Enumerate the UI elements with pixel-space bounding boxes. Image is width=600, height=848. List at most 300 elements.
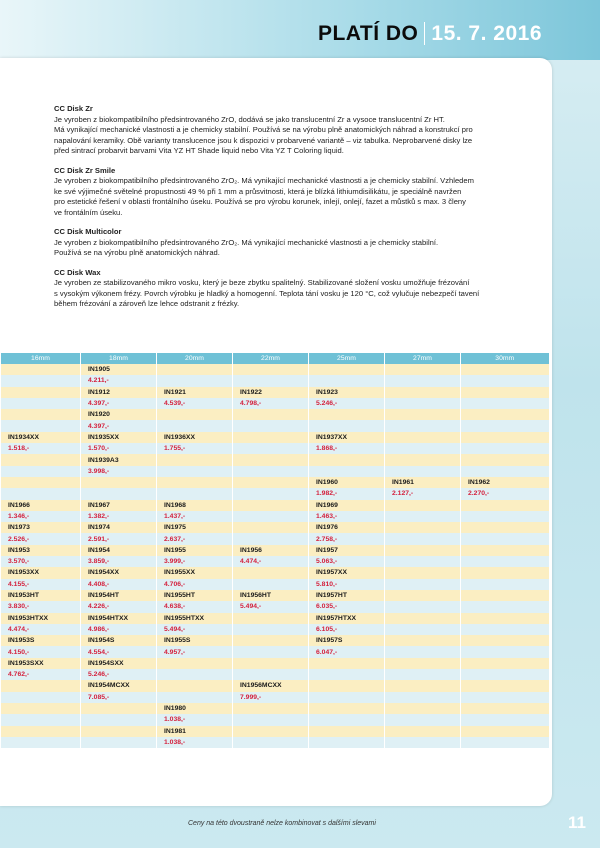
table-cell [461, 590, 549, 601]
table-cell [385, 488, 461, 499]
table-cell [309, 477, 385, 488]
table-cell [233, 522, 309, 533]
table-cell [309, 533, 385, 544]
product-code: IN1957XX [316, 569, 347, 577]
table-cell [81, 714, 157, 725]
product-price: 4.474,- [240, 558, 262, 566]
product-code: IN1962 [468, 479, 490, 487]
table-cell [81, 567, 157, 578]
table-cell [233, 579, 309, 590]
table-cell [157, 545, 233, 556]
table-cell [81, 703, 157, 714]
product-code: IN1956MCXX [240, 682, 282, 690]
product-price: 3.999,- [164, 558, 186, 566]
table-cell [461, 703, 549, 714]
section-line: Je vyroben z biokompatibilního předsintrovaného ZrO₂. Má vynikající mechanické vlastnosti a je chemicky stabilní. [54, 237, 439, 247]
table-cell [385, 477, 461, 488]
product-code: IN1966 [8, 501, 30, 509]
product-code-row [1, 703, 549, 714]
product-code: IN1953XX [8, 569, 39, 577]
column-header: 18mm [81, 353, 157, 364]
table-cell [1, 454, 81, 465]
product-price: 4.211,- [88, 377, 109, 385]
product-code: IN1912 [88, 388, 110, 396]
table-cell [1, 375, 81, 386]
product-code: IN1953SXX [8, 659, 44, 667]
table-cell [233, 545, 309, 556]
product-price-row [1, 624, 549, 635]
table-cell [385, 511, 461, 522]
product-code: IN1953 [8, 546, 30, 554]
section-line: Je vyroben z biokompatibilního předsintrovaného ZrO, dodává se jako translucentní Zr a vysoce translucentní Zr HT. [54, 114, 445, 124]
table-cell [233, 613, 309, 624]
product-price-row [1, 488, 549, 499]
section-line: Je vyroben z biokompatibilního předsintrovaného ZrO₂. Má vynikající mechanické vlastnosti a je chemicky stabilní. Vzhledem [54, 176, 474, 185]
table-cell [461, 601, 549, 612]
table-cell [461, 533, 549, 544]
column-header: 16mm [1, 353, 81, 364]
validity-banner [318, 22, 542, 46]
product-price: 1.518,- [8, 445, 30, 453]
table-cell [233, 669, 309, 680]
table-cell [157, 624, 233, 635]
product-price: 2.758,- [316, 535, 338, 543]
table-cell [1, 511, 81, 522]
table-cell [157, 477, 233, 488]
table-cell [309, 737, 385, 748]
table-cell [461, 398, 549, 409]
table-cell [309, 601, 385, 612]
table-cell [385, 726, 461, 737]
section-title: CC Disk Wax [54, 267, 101, 277]
table-cell [385, 567, 461, 578]
validity-date: 15. 7. 2016 [424, 22, 542, 45]
product-code-row [1, 613, 549, 624]
product-price: 7.085,- [88, 693, 110, 701]
table-cell [233, 420, 309, 431]
product-price-row [1, 737, 549, 748]
product-price: 1.982,- [316, 490, 338, 498]
product-code: IN1937XX [316, 433, 347, 441]
product-price: 1.755,- [164, 445, 186, 453]
product-code-row [1, 590, 549, 601]
table-cell [309, 409, 385, 420]
table-cell [309, 692, 385, 703]
table-cell [309, 613, 385, 624]
product-price: 4.762,- [8, 671, 30, 679]
table-cell [157, 387, 233, 398]
product-code-row [1, 454, 549, 465]
table-cell [81, 635, 157, 646]
product-price: 6.105,- [316, 625, 338, 633]
table-cell [233, 375, 309, 386]
table-cell [81, 466, 157, 477]
table-cell [81, 601, 157, 612]
table-cell [81, 590, 157, 601]
table-cell [461, 488, 549, 499]
table-cell [461, 613, 549, 624]
table-cell [81, 454, 157, 465]
product-code-row [1, 387, 549, 398]
table-cell [1, 522, 81, 533]
section-line: Používá se na výrobu plně anatomických náhrad. [54, 248, 220, 257]
column-header: 22mm [233, 353, 309, 364]
table-cell [157, 635, 233, 646]
table-cell [233, 635, 309, 646]
product-code: IN1905 [88, 366, 110, 374]
table-cell [309, 398, 385, 409]
table-cell [461, 432, 549, 443]
table-cell [1, 692, 81, 703]
table-cell [461, 726, 549, 737]
table-cell [385, 522, 461, 533]
table-cell [385, 375, 461, 386]
table-cell [1, 590, 81, 601]
product-price-row [1, 533, 549, 544]
table-cell [157, 443, 233, 454]
column-header: 30mm [461, 353, 549, 364]
section-line: Má vynikající mechanické vlastnosti a je chemicky stabilní. Používá se na výrobu plně anatomických náhrad a konstrukcí pro [54, 125, 473, 134]
table-cell [157, 375, 233, 386]
product-code-row [1, 432, 549, 443]
table-cell [385, 420, 461, 431]
table-cell [233, 680, 309, 691]
footer-note: Ceny na této dvoustraně nelze kombinovat s dalšími slevami [188, 820, 376, 827]
table-cell [461, 579, 549, 590]
table-cell [81, 669, 157, 680]
table-cell [157, 522, 233, 533]
product-price: 4.957,- [164, 648, 186, 656]
table-cell [461, 477, 549, 488]
product-price-row [1, 466, 549, 477]
table-cell [461, 680, 549, 691]
product-code: IN1954HT [88, 592, 119, 600]
product-code: IN1967 [88, 501, 110, 509]
table-cell [309, 556, 385, 567]
table-cell [1, 624, 81, 635]
section-line: Je vyroben ze stabilizovaného mikro vosku, který je beze zbytku spalitelný. Stabilizované složení vosku umožňuje frézování [54, 278, 470, 287]
product-code: IN1954S [88, 637, 115, 645]
table-cell [157, 409, 233, 420]
table-cell [233, 726, 309, 737]
table-cell [1, 466, 81, 477]
table-cell [309, 669, 385, 680]
table-cell [385, 500, 461, 511]
table-cell [233, 567, 309, 578]
table-cell [385, 680, 461, 691]
product-price-row [1, 443, 549, 454]
product-price: 4.397,- [88, 400, 110, 408]
product-price: 4.539,- [164, 400, 186, 408]
table-cell [157, 432, 233, 443]
section-line: napalování keramiky. Obě varianty translucence jsou k dispozici v probarvené variantě – viz tabulka. Neprobarvené disky lze [54, 135, 473, 145]
product-price: 1.382,- [88, 513, 110, 520]
product-code: IN1954HTXX [88, 614, 129, 622]
product-price: 3.998,- [88, 467, 110, 475]
table-cell [385, 669, 461, 680]
product-price: 1.570,- [88, 445, 110, 453]
product-price: 4.798,- [240, 400, 262, 408]
table-cell [461, 646, 549, 657]
table-cell [1, 533, 81, 544]
table-cell [81, 692, 157, 703]
table-cell [157, 556, 233, 567]
product-price-row [1, 692, 549, 703]
product-price: 4.155,- [8, 580, 30, 588]
product-price: 4.150,- [8, 648, 30, 656]
table-cell [309, 387, 385, 398]
table-cell [81, 432, 157, 443]
table-cell [81, 680, 157, 691]
table-cell [157, 590, 233, 601]
table-cell [385, 658, 461, 669]
product-code: IN1939A3 [88, 456, 119, 464]
table-cell [81, 511, 157, 522]
product-code: IN1955XX [164, 569, 195, 577]
table-cell [157, 488, 233, 499]
product-code: IN1957HTXX [316, 614, 357, 622]
table-cell [157, 567, 233, 578]
table-cell [157, 511, 233, 522]
table-cell [81, 522, 157, 533]
product-price: 4.638,- [164, 603, 186, 611]
product-price: 1.463,- [316, 513, 338, 520]
table-cell [1, 387, 81, 398]
table-cell [1, 398, 81, 409]
table-cell [461, 556, 549, 567]
product-price: 1.437,- [164, 513, 186, 520]
product-price: 4.706,- [164, 580, 186, 588]
table-cell [309, 500, 385, 511]
table-cell [157, 726, 233, 737]
product-price: 7.999,- [240, 693, 262, 701]
product-code: IN1974 [88, 524, 110, 532]
table-cell [157, 646, 233, 657]
table-cell [309, 714, 385, 725]
table-cell [157, 737, 233, 748]
table-cell [81, 477, 157, 488]
table-cell [309, 646, 385, 657]
product-price-row [1, 601, 549, 612]
table-cell [81, 398, 157, 409]
table-cell [309, 579, 385, 590]
table-cell [1, 658, 81, 669]
product-price: 5.494,- [240, 603, 262, 611]
table-cell [233, 646, 309, 657]
table-cell [157, 658, 233, 669]
table-cell [385, 387, 461, 398]
table-cell [309, 635, 385, 646]
table-cell [233, 387, 309, 398]
table-cell [233, 737, 309, 748]
table-cell [157, 714, 233, 725]
product-price: 2.526,- [8, 535, 30, 543]
product-code: IN1955HTXX [164, 614, 205, 622]
product-price: 2.637,- [164, 535, 186, 543]
table-cell [385, 613, 461, 624]
table-cell [81, 613, 157, 624]
table-cell [81, 545, 157, 556]
product-code: IN1955HT [164, 592, 195, 600]
table-cell [81, 624, 157, 635]
product-price-row [1, 398, 549, 409]
product-price: 4.397,- [88, 422, 110, 430]
table-cell [233, 624, 309, 635]
product-code: IN1921 [164, 388, 186, 396]
product-code-row [1, 567, 549, 578]
product-code: IN1954XX [88, 569, 119, 577]
table-cell [385, 398, 461, 409]
product-price: 2.591,- [88, 535, 110, 543]
product-code-row [1, 500, 549, 511]
table-cell [1, 432, 81, 443]
section-line: s vysokým výkonem frézy. Povrch výrobku je hladký a homogenní. Teplota tání vosku je 120 °C, což vylučuje nebezpečí tavení [54, 288, 480, 298]
section-title: CC Disk Multicolor [54, 227, 122, 236]
table-cell [461, 443, 549, 454]
product-code-row [1, 658, 549, 669]
product-price-row [1, 646, 549, 657]
product-price-row [1, 714, 549, 725]
table-cell [157, 579, 233, 590]
product-price: 1.868,- [316, 445, 338, 453]
table-cell [461, 692, 549, 703]
table-cell [157, 466, 233, 477]
table-cell [157, 692, 233, 703]
table-cell [233, 432, 309, 443]
product-code: IN1923 [316, 388, 338, 396]
table-cell [385, 590, 461, 601]
table-cell [309, 545, 385, 556]
table-cell [81, 409, 157, 420]
table-cell [1, 703, 81, 714]
product-price: 2.127,- [392, 490, 414, 498]
table-cell [385, 545, 461, 556]
section-0 [54, 104, 534, 157]
table-cell [461, 387, 549, 398]
table-cell [461, 466, 549, 477]
product-price: 4.554,- [88, 648, 110, 656]
table-cell [233, 454, 309, 465]
product-price: 5.246,- [316, 400, 338, 408]
product-code-row [1, 545, 549, 556]
table-cell [461, 669, 549, 680]
table-cell [385, 454, 461, 465]
table-cell [233, 511, 309, 522]
table-cell [157, 669, 233, 680]
table-cell [1, 545, 81, 556]
table-cell [461, 658, 549, 669]
table-cell [309, 726, 385, 737]
product-code: IN1956 [240, 546, 262, 554]
table-cell [385, 601, 461, 612]
table-cell [81, 387, 157, 398]
product-code-row [1, 726, 549, 737]
table-cell [309, 454, 385, 465]
product-price: 6.035,- [316, 603, 338, 611]
product-price: 1.346,- [8, 513, 30, 520]
table-cell [81, 500, 157, 511]
table-cell [81, 375, 157, 386]
table-cell [385, 443, 461, 454]
table-cell [81, 488, 157, 499]
table-cell [1, 714, 81, 725]
product-code-row [1, 635, 549, 646]
product-price-row [1, 420, 549, 431]
table-cell [233, 714, 309, 725]
table-cell [1, 443, 81, 454]
table-cell [81, 737, 157, 748]
section-3 [54, 268, 534, 310]
product-code: IN1954SXX [88, 659, 124, 667]
table-cell [81, 420, 157, 431]
table-cell [309, 420, 385, 431]
table-cell [233, 409, 309, 420]
product-code-row [1, 477, 549, 488]
product-price: 4.226,- [88, 603, 110, 611]
table-cell [157, 680, 233, 691]
table-cell [385, 635, 461, 646]
product-code: IN1973 [8, 524, 30, 532]
product-code: IN1957HT [316, 592, 347, 600]
product-price: 6.047,- [316, 648, 338, 656]
table-cell [385, 692, 461, 703]
product-price: 4.408,- [88, 580, 110, 588]
table-cell [461, 375, 549, 386]
section-line: pro estetické řešení v oblasti frontálního úseku. Používá se pro výrobu korunek, inlejí, onlejí, fazet a můstků s max. 3 členy [54, 197, 466, 206]
table-cell [1, 669, 81, 680]
table-cell [233, 692, 309, 703]
product-descriptions [54, 104, 534, 319]
table-cell [309, 680, 385, 691]
product-code: IN1957S [316, 637, 343, 645]
table-cell [309, 432, 385, 443]
product-code: IN1953HTXX [8, 614, 49, 622]
table-cell [157, 398, 233, 409]
product-code: IN1956HT [240, 592, 271, 600]
product-price: 5.494,- [164, 625, 186, 633]
table-cell [157, 420, 233, 431]
table-cell [233, 601, 309, 612]
table-cell [81, 658, 157, 669]
table-cell [309, 590, 385, 601]
table-cell [309, 567, 385, 578]
table-cell [461, 737, 549, 748]
table-cell [461, 545, 549, 556]
column-header: 25mm [309, 353, 385, 364]
price-table [0, 353, 549, 748]
product-code: IN1954MCXX [88, 682, 130, 690]
table-cell [385, 714, 461, 725]
table-cell [309, 443, 385, 454]
table-cell [1, 646, 81, 657]
product-price-row [1, 556, 549, 567]
product-price-row [1, 669, 549, 680]
product-code: IN1975 [164, 524, 186, 532]
product-code: IN1954 [88, 546, 110, 554]
table-cell [1, 500, 81, 511]
product-code: IN1955S [164, 637, 191, 645]
table-cell [309, 488, 385, 499]
table-cell [1, 364, 81, 375]
product-price: 3.830,- [8, 603, 30, 611]
table-header-row [1, 353, 549, 364]
table-cell [461, 409, 549, 420]
table-cell [461, 567, 549, 578]
table-cell [1, 409, 81, 420]
table-cell [385, 409, 461, 420]
product-price: 4.986,- [88, 625, 110, 633]
table-cell [233, 703, 309, 714]
